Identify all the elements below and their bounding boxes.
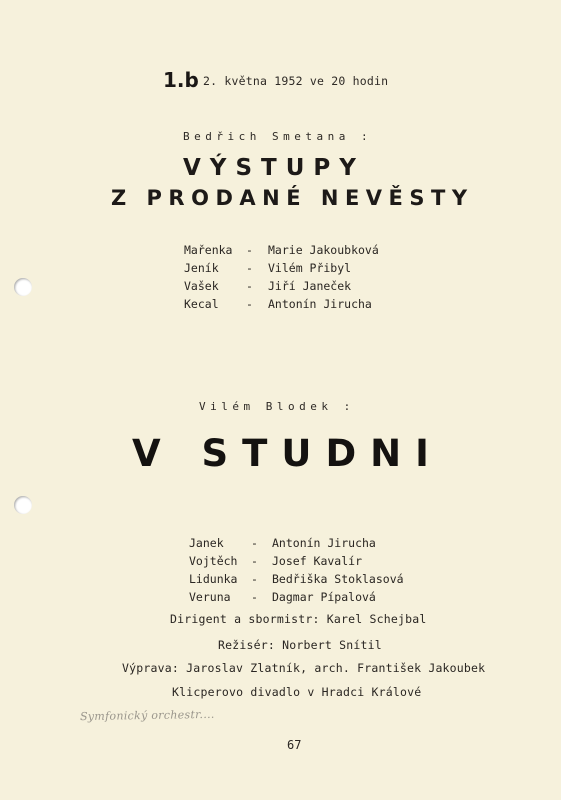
cast-role: Mařenka — [184, 243, 233, 257]
performance-date: 2. května 1952 ve 20 hodin — [203, 74, 389, 88]
title-v-studni: V STUDNI — [132, 432, 443, 475]
cast-dash: - — [246, 297, 253, 311]
cast-dash: - — [246, 261, 253, 275]
cast-role: Lidunka — [189, 572, 238, 586]
credit-design: Výprava: Jaroslav Zlatník, arch. František Jakoubek — [122, 661, 486, 675]
title-prodana-nevesta: Z PRODANÉ NEVĚSTY — [111, 186, 474, 210]
credit-venue: Klicperovo divadlo v Hradci Králové — [172, 685, 422, 699]
cast-role: Jeník — [184, 261, 219, 275]
credit-director: Režisér: Norbert Snítil — [218, 638, 382, 652]
credit-conductor: Dirigent a sbormistr: Karel Schejbal — [170, 612, 427, 626]
cast-name: Josef Kavalír — [272, 554, 363, 568]
cast-role: Kecal — [184, 297, 219, 311]
punch-hole-bottom — [14, 496, 32, 514]
cast-role: Veruna — [189, 590, 231, 604]
composer-blodek: Vilém Blodek : — [199, 400, 355, 413]
cast-dash: - — [251, 554, 258, 568]
cast-dash: - — [246, 279, 253, 293]
handwritten-note: Symfonický orchestr.... — [79, 707, 215, 724]
cast-role: Vašek — [184, 279, 219, 293]
cast-name: Dagmar Pípalová — [272, 590, 376, 604]
title-vystupy: VÝSTUPY — [183, 155, 365, 181]
cast-role: Janek — [189, 536, 224, 550]
cast-name: Vilém Přibyl — [268, 261, 352, 275]
cast-dash: - — [251, 536, 258, 550]
cast-name: Antonín Jirucha — [268, 297, 372, 311]
cast-dash: - — [251, 572, 258, 586]
program-number: 1.b — [163, 68, 199, 92]
composer-smetana: Bedřich Smetana : — [183, 130, 373, 143]
page-number: 67 — [287, 738, 302, 752]
cast-role: Vojtěch — [189, 554, 238, 568]
cast-name: Antonín Jirucha — [272, 536, 376, 550]
cast-name: Jiří Janeček — [268, 279, 352, 293]
cast-dash: - — [251, 590, 258, 604]
cast-name: Marie Jakoubková — [268, 243, 379, 257]
punch-hole-top — [14, 278, 32, 296]
cast-name: Bedřiška Stoklasová — [272, 572, 404, 586]
cast-dash: - — [246, 243, 253, 257]
